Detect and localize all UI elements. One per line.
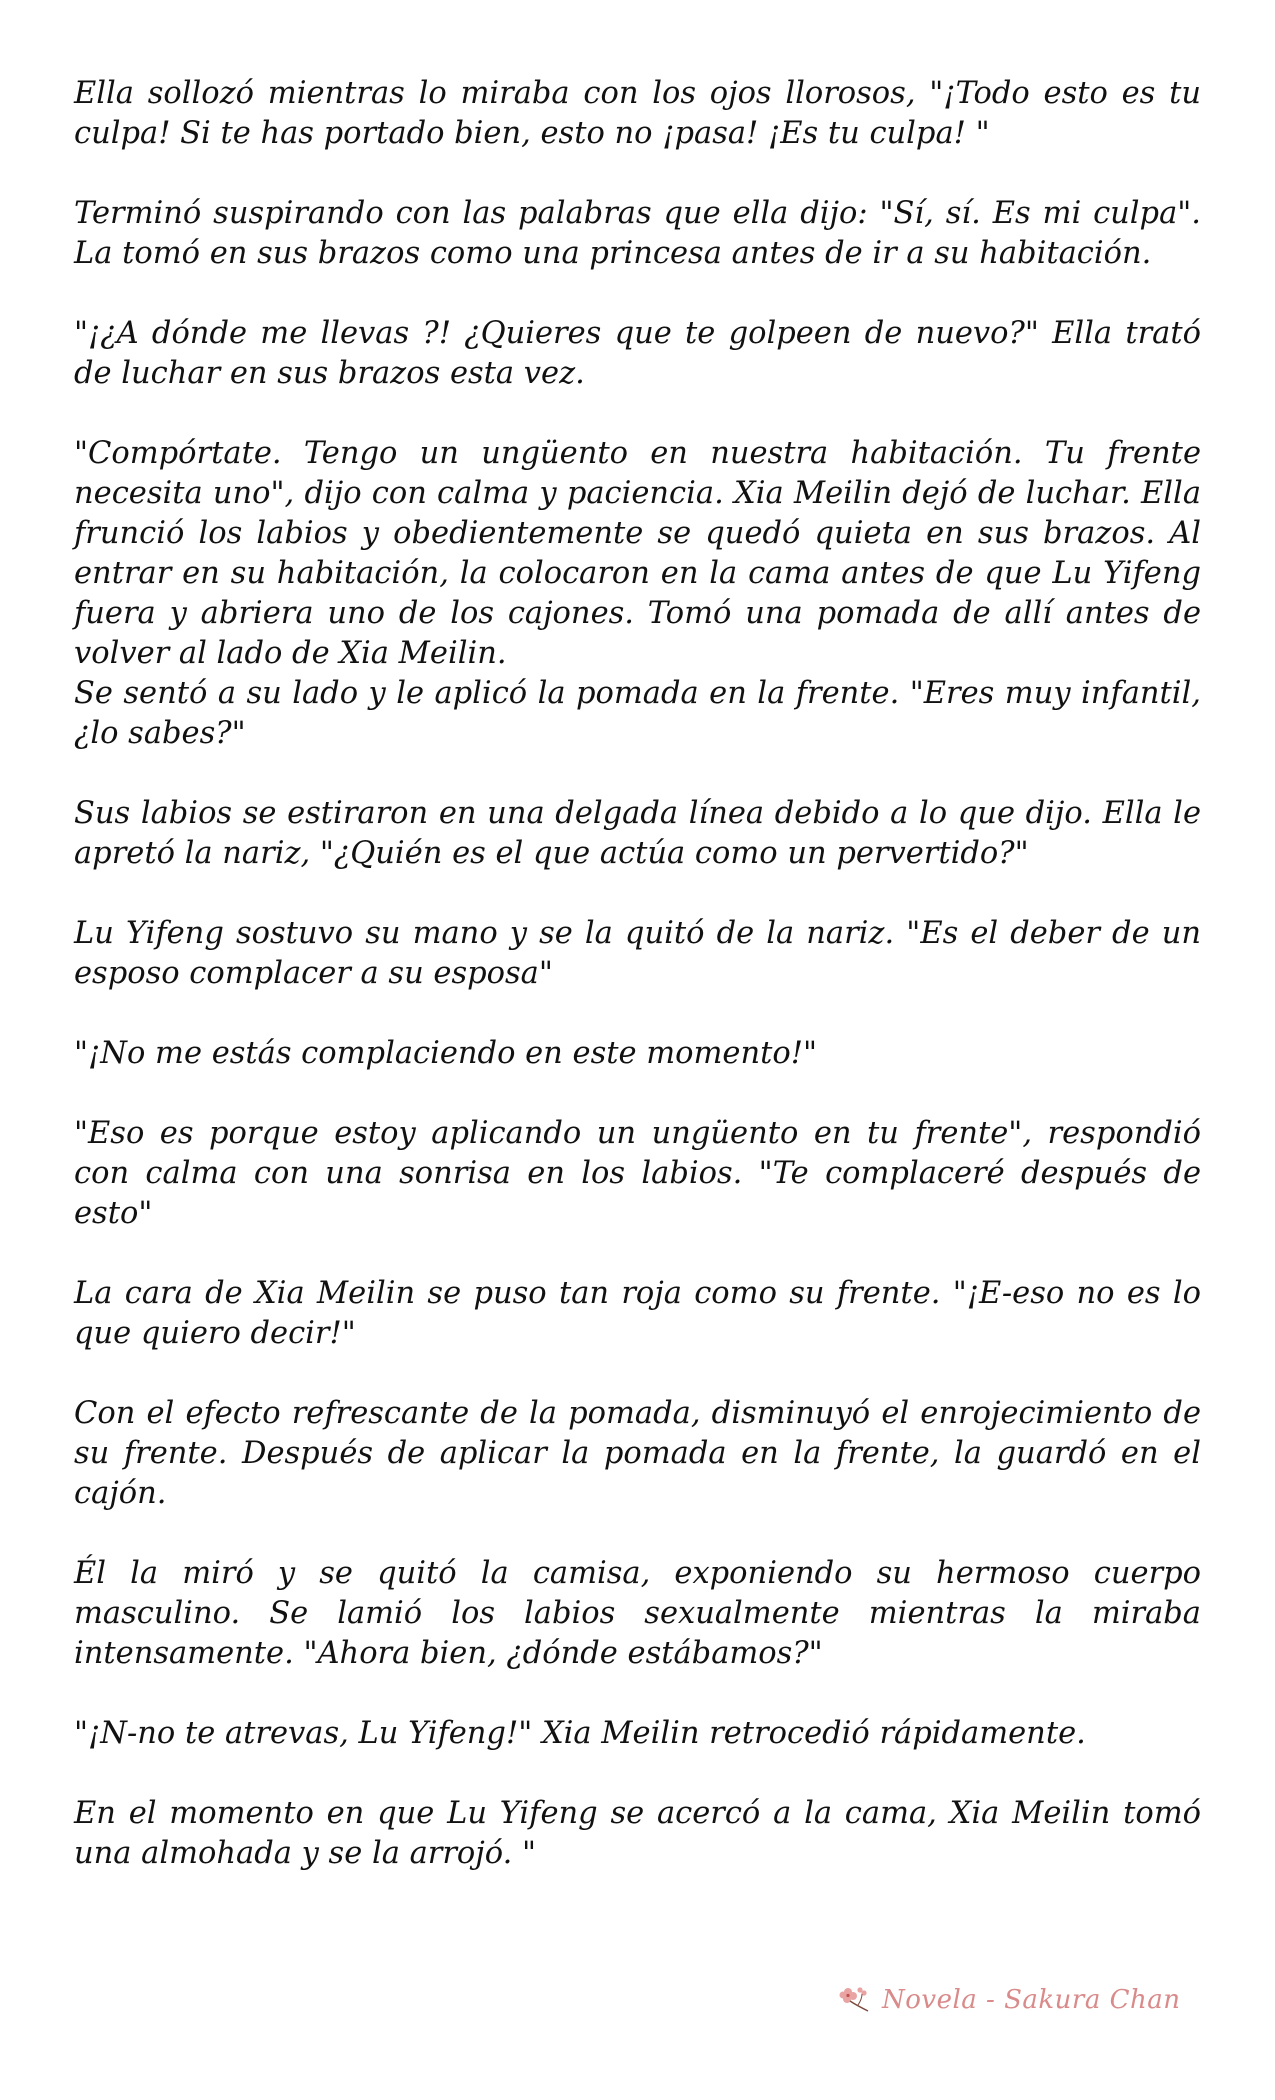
paragraph: Con el efecto refrescante de la pomada, disminuyó el enrojecimiento de su frente. Después de aplicar la pomada en la frente, la guardó en el cajón. xyxy=(74,1396,1201,1511)
paragraph: "¡¿A dónde me llevas ?! ¿Quieres que te golpeen de nuevo?" Ella trató de luchar en sus brazos esta vez. xyxy=(74,316,1201,391)
paragraph: Él la miró y se quitó la camisa, exponiendo su hermoso cuerpo masculino. Se lamió los labios sexualmente mientras la miraba intensamente. "Ahora bien, ¿dónde estábamos?" xyxy=(74,1556,1201,1671)
paragraph: "Compórtate. Tengo un ungüento en nuestra habitación. Tu frente necesita uno", dijo con calma y paciencia. Xia Meilin dejó de luchar. Ella frunció los labios y obedientemente se quedó quieta en sus brazos. Al entrar en su habitación, la colocaron en la cama antes de que Lu Yifeng fuera y abriera uno de los cajones. Tomó una pomada de allí antes de volver al lado de Xia Meilin. xyxy=(74,436,1201,671)
paragraph: "Eso es porque estoy aplicando un ungüento en tu frente", respondió con calma con una sonrisa en los labios. "Te complaceré después de esto" xyxy=(74,1116,1201,1231)
watermark xyxy=(838,1980,1181,2020)
paragraph: Se sentó a su lado y le aplicó la pomada en la frente. "Eres muy infantil, ¿lo sabes?" xyxy=(74,676,1201,751)
paragraph: "¡No me estás complaciendo en este momento!" xyxy=(74,1036,818,1071)
paragraph: Sus labios se estiraron en una delgada línea debido a lo que dijo. Ella le apretó la nariz, "¿Quién es el que actúa como un pervertido?" xyxy=(74,796,1201,871)
paragraph: La cara de Xia Meilin se puso tan roja como su frente. "¡E-eso no es lo que quiero decir!" xyxy=(74,1276,1201,1351)
paragraph: Terminó suspirando con las palabras que ella dijo: "Sí, sí. Es mi culpa". La tomó en sus brazos como una princesa antes de ir a su habitación. xyxy=(74,196,1201,271)
sakura-flower-icon xyxy=(838,1985,872,2015)
paragraph: Lu Yifeng sostuvo su mano y se la quitó de la nariz. "Es el deber de un esposo complacer a su esposa" xyxy=(74,916,1201,991)
paragraph: En el momento en que Lu Yifeng se acercó a la cama, Xia Meilin tomó una almohada y se la arrojó. " xyxy=(74,1796,1201,1871)
paragraph: "¡N-no te atrevas, Lu Yifeng!" Xia Meilin retrocedió rápidamente. xyxy=(74,1716,1086,1751)
paragraph: Ella sollozó mientras lo miraba con los ojos llorosos, "¡Todo esto es tu culpa! Si te has portado bien, esto no ¡pasa! ¡Es tu culpa! " xyxy=(74,76,1201,151)
watermark-text: Novela - Sakura Chan xyxy=(882,1985,1181,2015)
document-body xyxy=(74,74,1201,1914)
